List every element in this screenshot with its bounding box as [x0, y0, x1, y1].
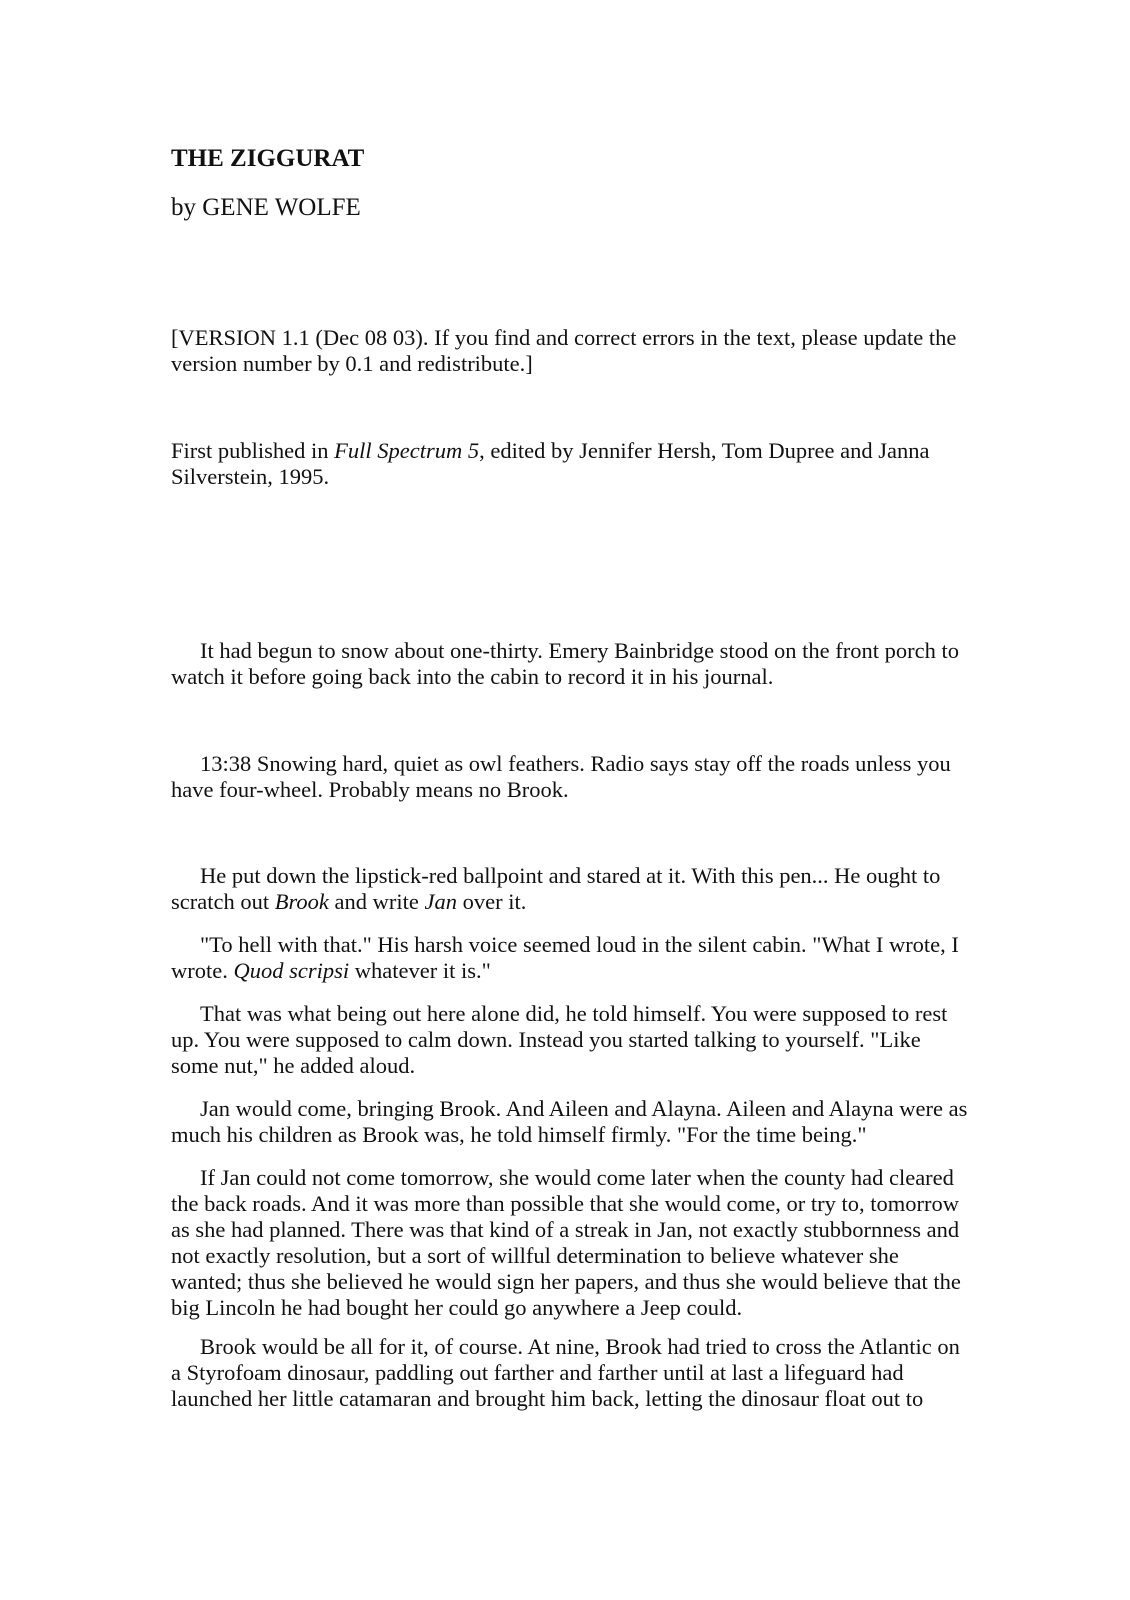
author-byline: by GENE WOLFE: [171, 194, 361, 221]
paragraph-5: That was what being out here alone did, he told himself. You were supposed to rest up. You were supposed to calm down. Instead you started talking to yourself. "Like some nut," he added aloud.: [171, 1001, 948, 1078]
text-run: "To hell with that." His harsh voice seemed loud in the silent cabin. "What I wrote, I wrote.: [171, 932, 959, 983]
story-title: THE ZIGGURAT: [171, 145, 365, 172]
emphasis-jan: Jan: [424, 889, 457, 914]
publication-suffix: , edited by Jennifer Hersh, Tom Dupree and Janna Silverstein, 1995.: [171, 438, 930, 489]
text-run: whatever it is.": [349, 958, 491, 983]
text-run: He put down the lipstick-red ballpoint and stared at it. With this pen... He ought to scratch out: [171, 863, 941, 914]
emphasis-quod-scripsi: Quod scripsi: [233, 958, 350, 983]
publication-note: [171, 438, 971, 490]
paragraph-4: [171, 932, 971, 984]
publication-prefix: First published in: [171, 438, 335, 463]
paragraph-7: If Jan could not come tomorrow, she would come later when the county had cleared the back roads. And it was more than possible that she would come, or try to, tomorrow as she had planned. There was that kind of a streak in Jan, not exactly stubbornness and not exactly resolution, but a sort of willful determination to believe whatever she wanted; thus she believed he would sign her papers, and thus she would believe that the big Lincoln he had bought her could go anywhere a Jeep could.: [171, 1165, 961, 1320]
paragraph-8: Brook would be all for it, of course. At nine, Brook had tried to cross the Atlantic on a Styrofoam dinosaur, paddling out farther and farther until at last a lifeguard had launched her little catamaran and brought him back, letting the dinosaur float out to: [171, 1334, 960, 1411]
text-run: over it.: [456, 889, 527, 914]
version-note: [VERSION 1.1 (Dec 08 03). If you find and correct errors in the text, please update the version number by 0.1 and redistribute.]: [171, 325, 957, 376]
paragraph-6: Jan would come, bringing Brook. And Aileen and Alayna. Aileen and Alayna were as much his children as Brook was, he told himself firmly. "For the time being.": [171, 1096, 968, 1147]
paragraph-3: [171, 863, 971, 915]
anthology-title: Full Spectrum 5: [334, 438, 480, 463]
paragraph-1: It had begun to snow about one-thirty. Emery Bainbridge stood on the front porch to watch it before going back into the cabin to record it in his journal.: [171, 638, 960, 689]
journal-entry: 13:38 Snowing hard, quiet as owl feathers. Radio says stay off the roads unless you have four-wheel. Probably means no Brook.: [171, 751, 951, 802]
emphasis-brook: Brook: [274, 889, 329, 914]
text-run: and write: [328, 889, 425, 914]
